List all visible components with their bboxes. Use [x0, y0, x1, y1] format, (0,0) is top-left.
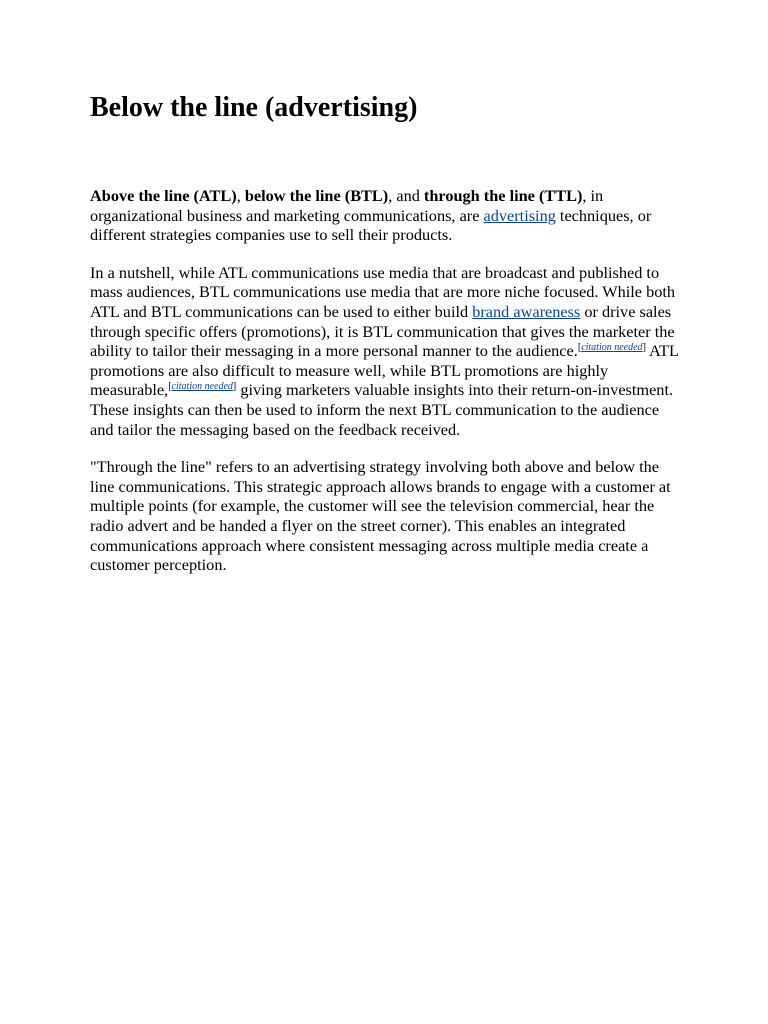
citation-needed-2: [168, 381, 236, 392]
page-title: Below the line (advertising): [90, 92, 418, 123]
article: [90, 0, 682, 575]
citation-bracket-open: [: [577, 342, 582, 354]
citation-bracket-close: ]: [232, 381, 237, 393]
separator: , and: [388, 186, 424, 205]
term-ttl: through the line (TTL): [423, 186, 583, 205]
advertising-link[interactable]: advertising: [483, 205, 556, 225]
citation-needed-link[interactable]: citation needed: [581, 342, 643, 354]
through-the-line-paragraph: "Through the line" refers to an advertising strategy involving both above and below the line communications. This strategic approach allows brands to engage with a customer at multiple points (for example, the customer will see the television commercial, hear the radio advert and be handed a flyer on the street corner). This enables an integrated communications approach where consistent messaging across multiple media create a customer perception.: [90, 457, 671, 575]
paragraph-text: ATL promotions are also difficult to measure well, while BTL promotions are highly measurable,: [90, 341, 679, 400]
comparison-paragraph: [90, 263, 682, 439]
intro-paragraph: [90, 186, 682, 245]
citation-needed-1: [578, 342, 646, 353]
citation-bracket-close: ]: [642, 342, 646, 354]
brand-awareness-link[interactable]: brand awareness: [472, 301, 581, 321]
citation-needed-link[interactable]: citation needed: [171, 381, 233, 393]
paragraph-text: In a nutshell, while ATL communications use media that are broadcast and published to mass audiences, BTL communications use media that are more niche focused. While both ATL and BTL communications can be used to either build: [90, 262, 676, 321]
term-btl: below the line (BTL): [244, 186, 389, 205]
paragraph-text: or drive sales through specific offers (promotions), it is BTL communication that gives the marketer the ability to tailor their messaging in a more personal manner to the audience.: [90, 301, 675, 361]
paragraph-text: giving marketers valuable insights into their return-on-investment. These insights can then be used to inform the next BTL communication to the audience and tailor the messaging based on the feedback received.: [90, 380, 674, 439]
paragraph-text: techniques, or different strategies companies use to sell their products.: [90, 205, 652, 245]
citation-bracket-open: [: [168, 381, 172, 393]
term-atl: Above the line (ATL): [90, 186, 237, 205]
paragraph-text: , in organizational business and marketing communications, are: [90, 186, 604, 225]
separator: ,: [236, 186, 245, 205]
